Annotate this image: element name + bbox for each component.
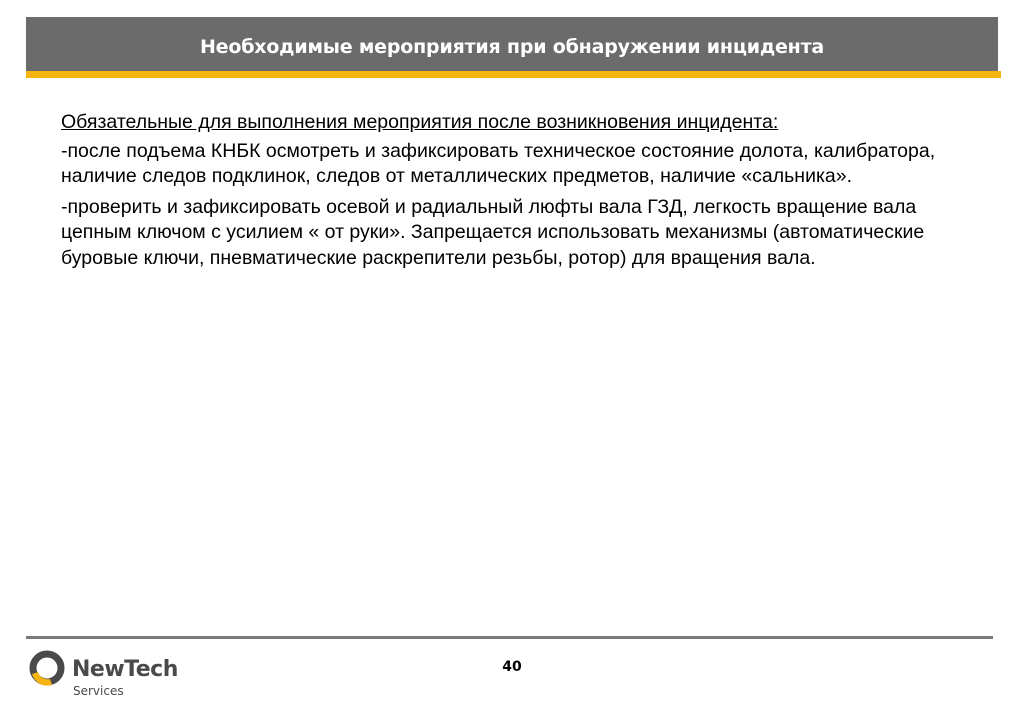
newtech-logo: [26, 648, 186, 702]
footer-divider: [26, 636, 993, 639]
slide-header: [26, 17, 998, 71]
body-heading: Обязательные для выполнения мероприятия после возникновения инцидента:: [61, 111, 779, 133]
body-paragraph-1: -после подъема КНБК осмотреть и зафиксировать техническое состояние долота, калибратора, наличие следов подклинок, следов от металлических предметов, наличие «сальника».: [61, 139, 936, 187]
page-number: 40: [502, 659, 522, 675]
logo-name: NewTech: [72, 657, 178, 682]
body-paragraph-2: -проверить и зафиксировать осевой и радиальный люфты вала ГЗД, легкость вращение вала цепным ключом с усилием « от руки». Запрещается использовать механизмы (автоматические буровые ключи, пневматические раскрепители резьбы, ротор) для вращения вала.: [61, 195, 925, 269]
slide-body: [61, 110, 961, 276]
header-accent-stripe: [26, 71, 1001, 78]
logo-subtitle: Services: [73, 684, 124, 698]
newtech-logo-icon: [26, 648, 70, 692]
slide-title: Необходимые мероприятия при обнаружении инцидента: [199, 36, 825, 58]
